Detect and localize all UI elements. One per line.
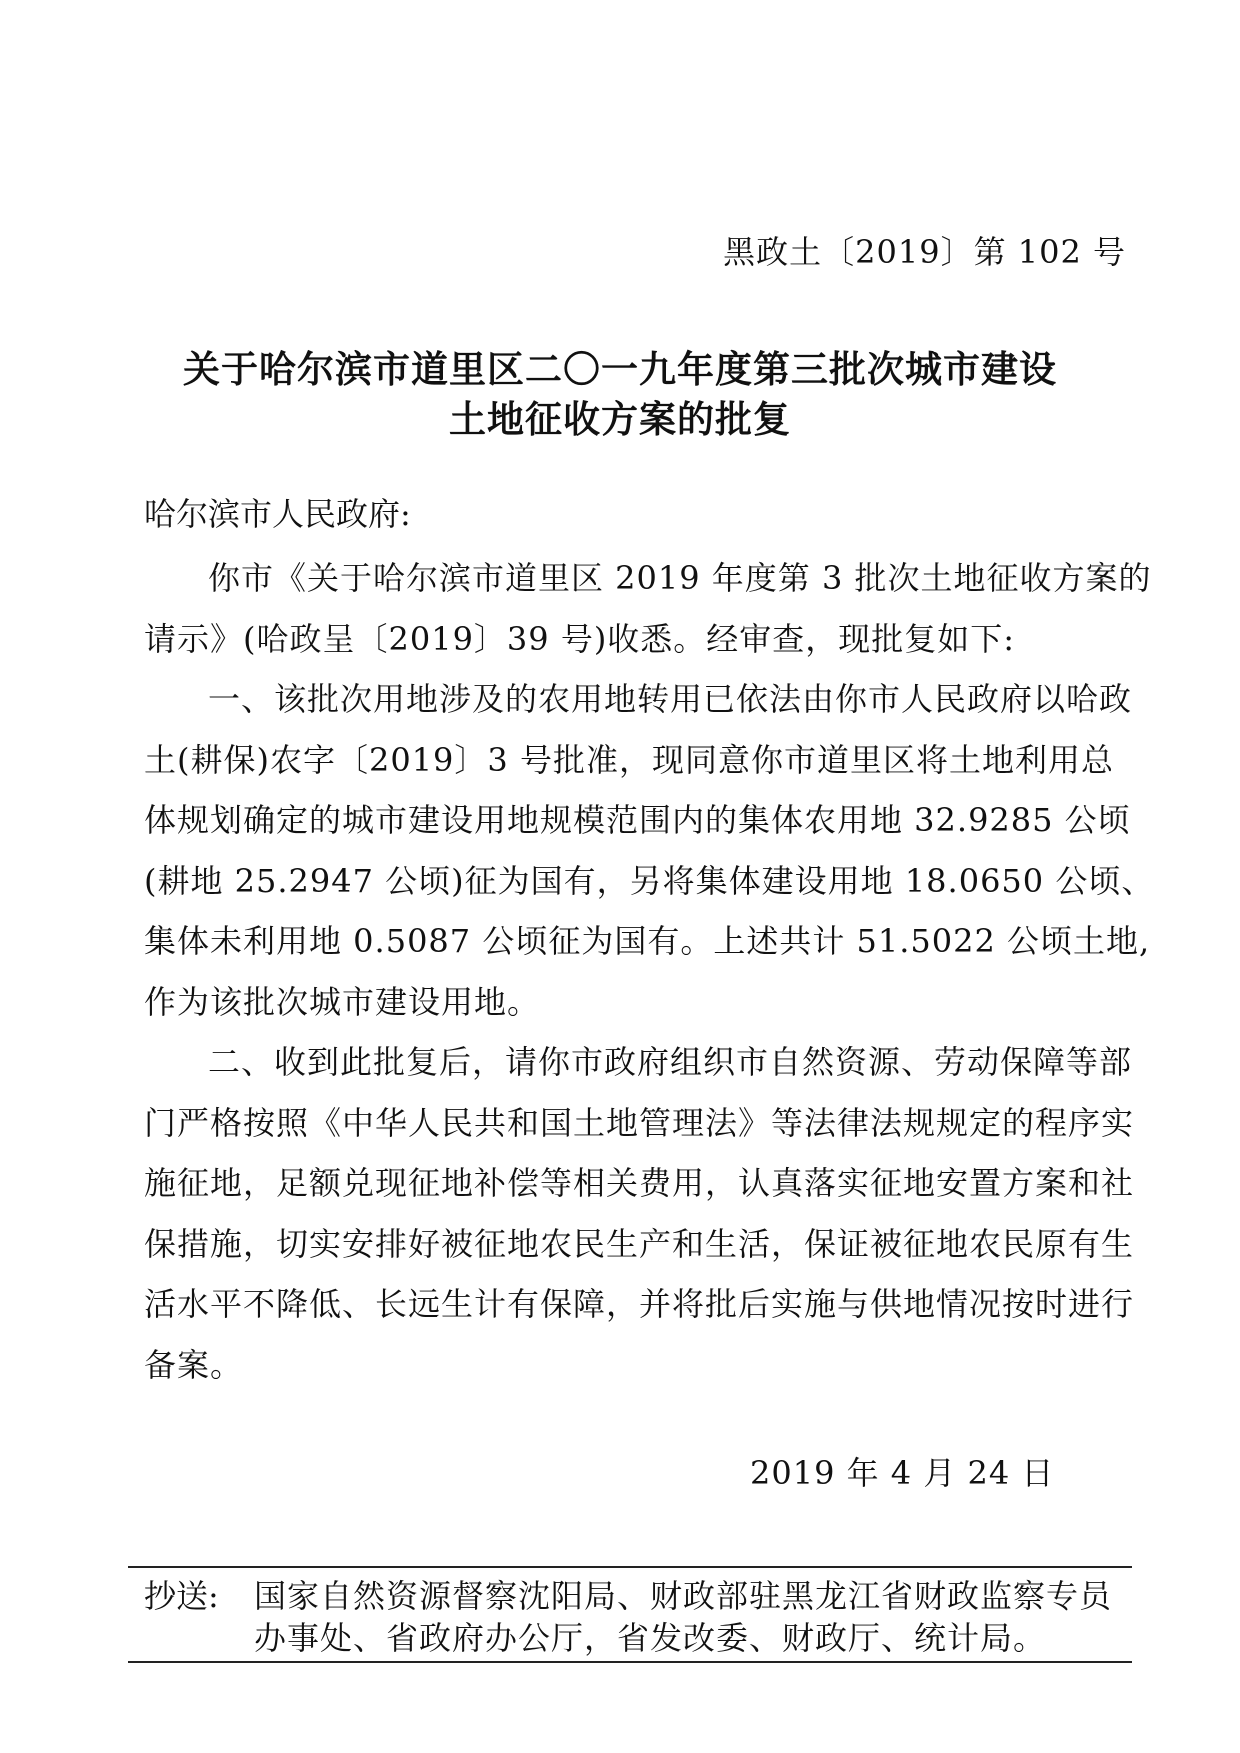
addressee: 哈尔滨市人民政府:	[144, 495, 411, 533]
paragraph-2-line-1: 一、该批次用地涉及的农用地转用已依法由你市人民政府以哈政	[208, 680, 1133, 718]
paragraph-2-line-4: (耕地 25.2947 公顷)征为国有，另将集体建设用地 18.0650 公顷、	[144, 861, 1155, 900]
cc-line-1: 国家自然资源督察沈阳局、财政部驻黑龙江省财政监察专员	[254, 1577, 1113, 1615]
paragraph-2-line-3: 体规划确定的城市建设用地规模范围内的集体农用地 32.9285 公顷	[144, 801, 1131, 839]
cc-divider-bottom	[128, 1661, 1132, 1663]
paragraph-2-line-2: 土(耕保)农字〔2019〕3 号批准，现同意你市道里区将土地利用总	[144, 740, 1114, 779]
document-body	[144, 548, 1155, 1395]
paragraph-3-line-6: 备案。	[144, 1345, 244, 1384]
paragraph-3-line-2: 门严格按照《中华人民共和国土地管理法》等法律法规规定的程序实	[144, 1103, 1135, 1142]
title-line-2: 土地征收方案的批复	[449, 398, 791, 441]
cc-line-2: 办事处、省政府办公厅，省发改委、财政厅、统计局。	[254, 1619, 1047, 1657]
document-number: 黑政土〔2019〕第 102 号	[723, 233, 1126, 271]
paragraph-3-line-4: 保措施，切实安排好被征地农民生产和生活，保证被征地农民原有生	[144, 1224, 1135, 1263]
paragraph-3-line-1: 二、收到此批复后，请你市政府组织市自然资源、劳动保障等部	[208, 1043, 1133, 1081]
paragraph-1-line-2: 请示》(哈政呈〔2019〕39 号)收悉。经审查，现批复如下:	[144, 619, 1016, 658]
paragraph-2-line-6: 作为该批次城市建设用地。	[144, 982, 541, 1021]
cc-recipients	[254, 1575, 1112, 1659]
paragraph-1-line-1: 你市《关于哈尔滨市道里区 2019 年度第 3 批次土地征收方案的	[208, 559, 1152, 597]
document-date: 2019 年 4 月 24 日	[750, 1454, 1055, 1492]
paragraph-3-line-5: 活水平不降低、长远生计有保障，并将批后实施与供地情况按时进行	[144, 1285, 1135, 1323]
document-title	[120, 345, 1120, 445]
title-line-1: 关于哈尔滨市道里区二〇一九年度第三批次城市建设	[183, 348, 1057, 391]
paragraph-2-line-5: 集体未利用地 0.5087 公顷征为国有。上述共计 51.5022 公顷土地,	[144, 922, 1151, 960]
cc-label: 抄送:	[144, 1577, 219, 1615]
paragraph-3-line-3: 施征地，足额兑现征地补偿等相关费用，认真落实征地安置方案和社	[144, 1164, 1135, 1202]
cc-divider-top	[128, 1566, 1132, 1568]
